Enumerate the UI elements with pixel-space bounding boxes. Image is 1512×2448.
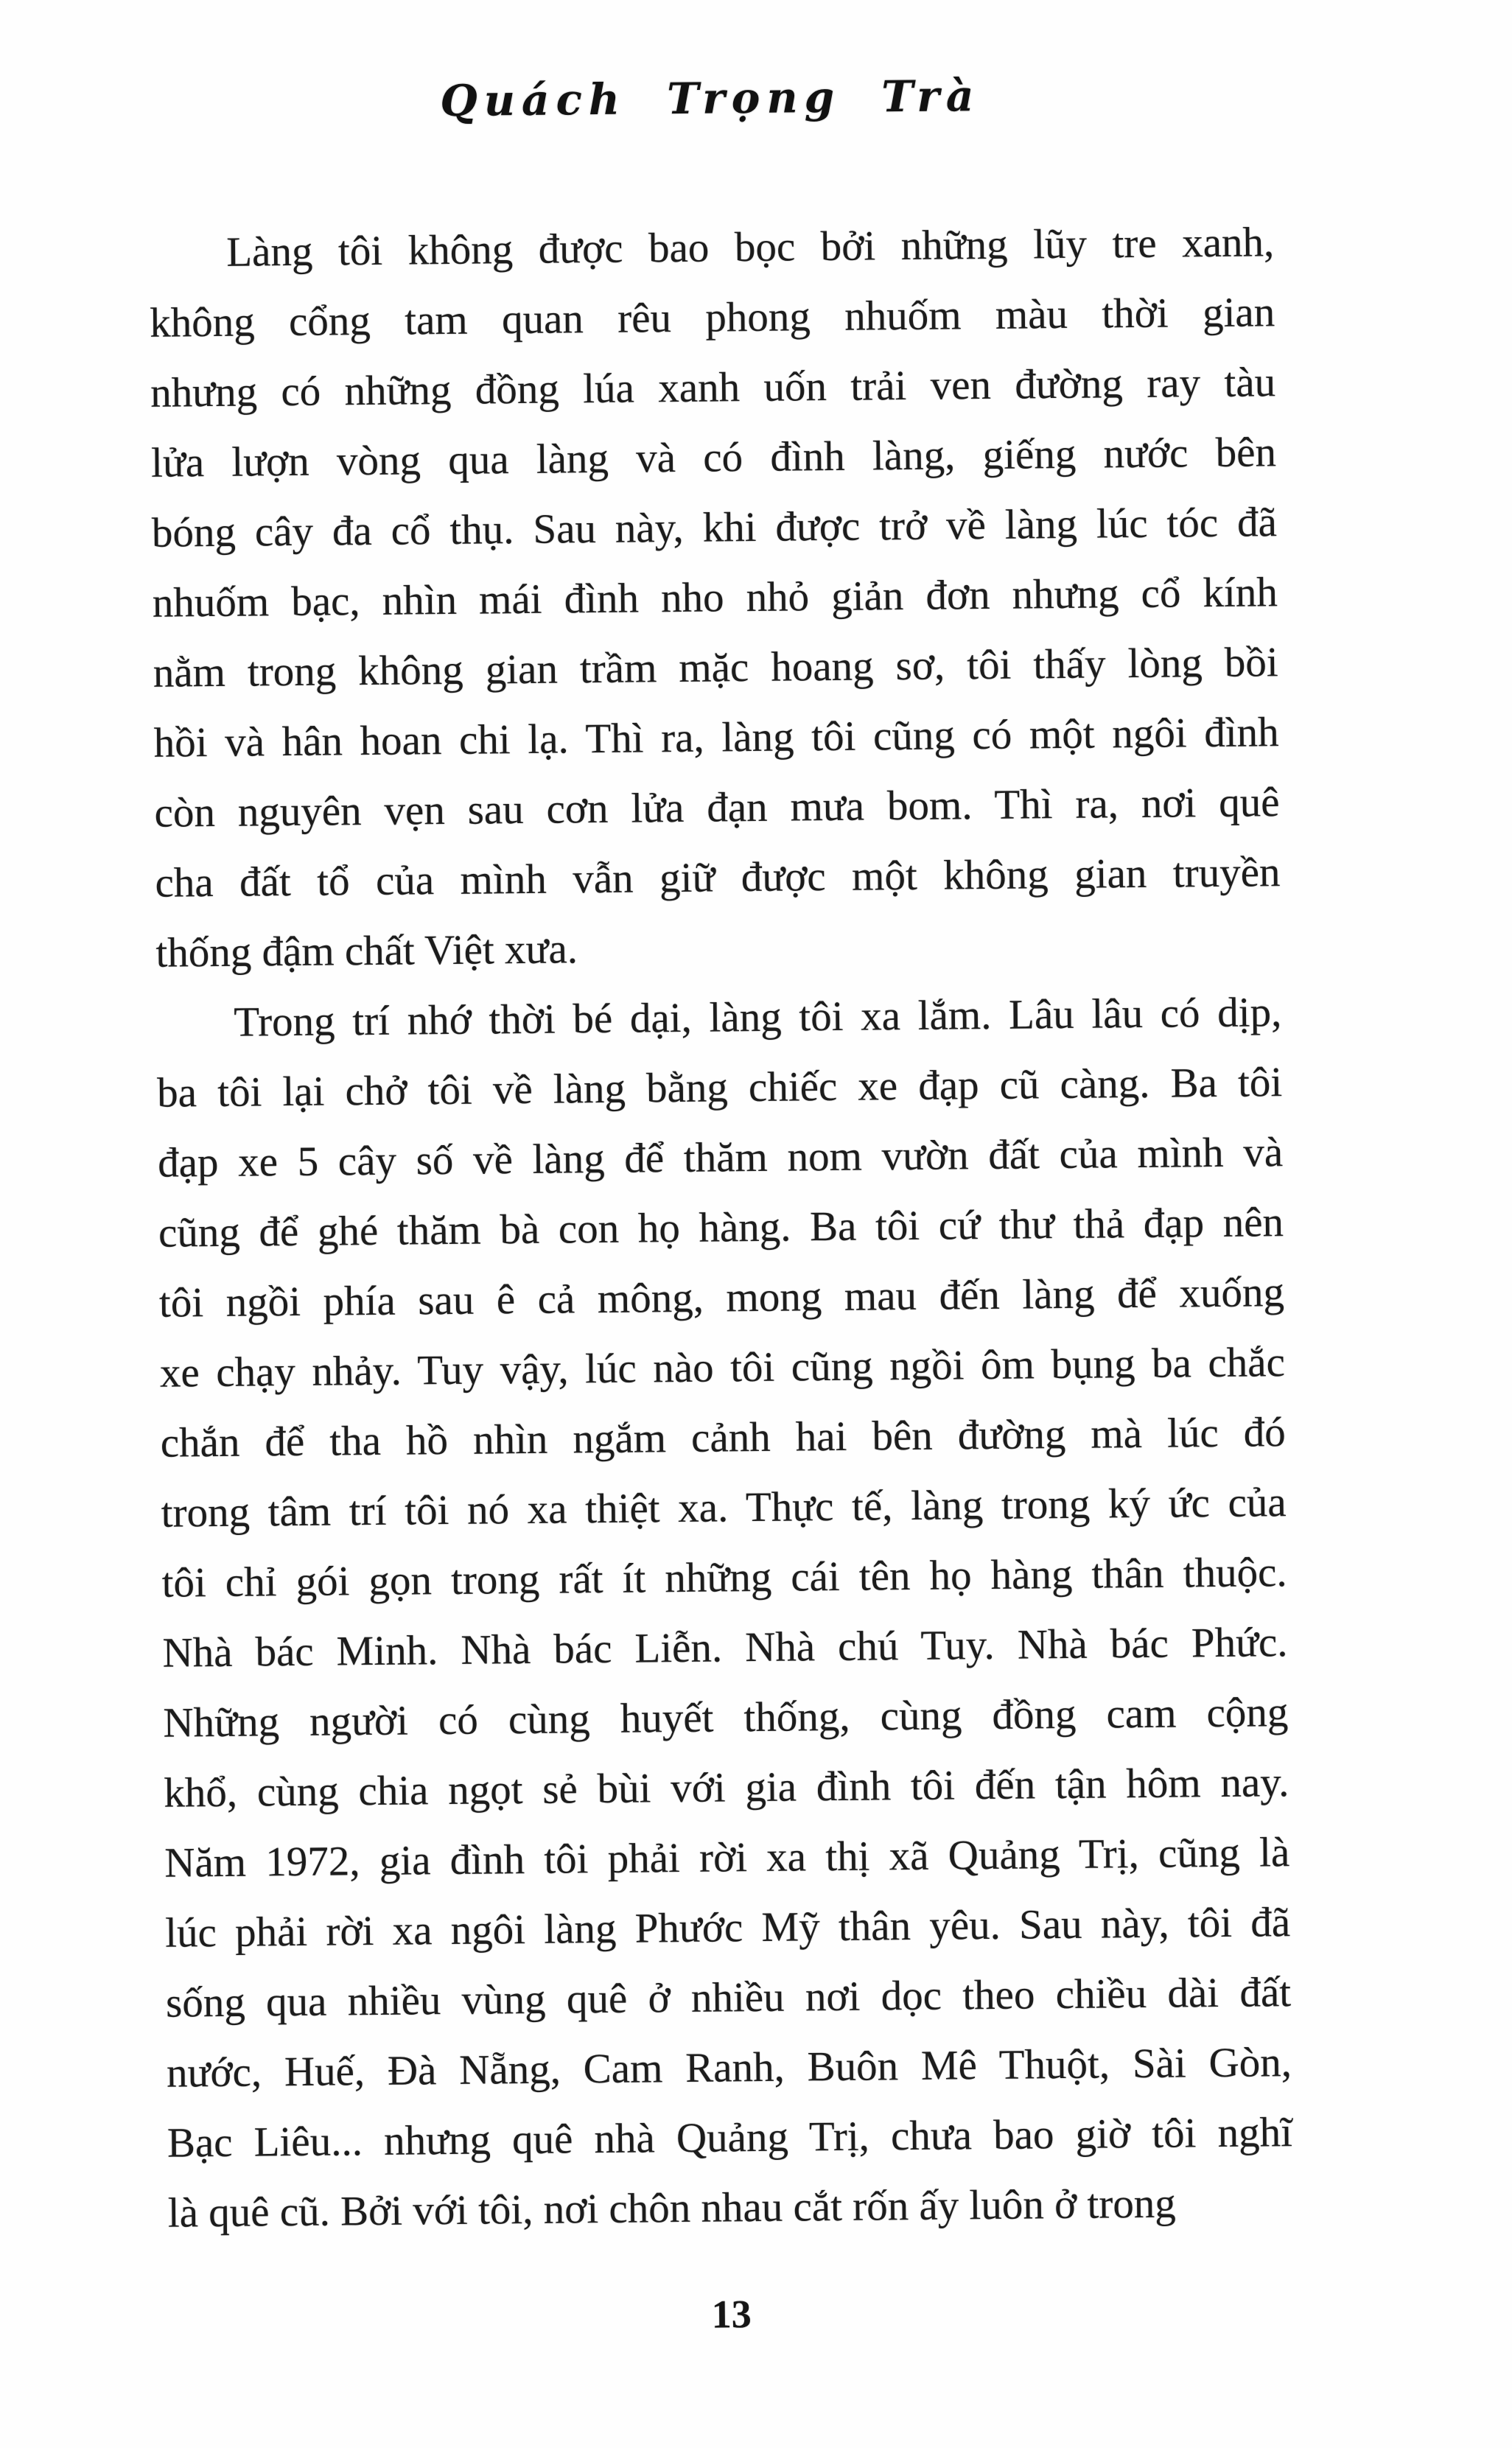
text-line: nằm trong không gian trầm mặc hoang sơ, tôi thấy lòng bồi	[153, 639, 1279, 696]
text-line: Bạc Liêu... nhưng quê nhà Quảng Trị, chưa bao giờ tôi nghĩ	[167, 2109, 1293, 2167]
text-line: chắn để tha hồ nhìn ngắm cảnh hai bên đường mà lúc đó	[160, 1409, 1287, 1466]
text-line: đạp xe 5 cây số về làng để thăm nom vườn đất của mình và	[157, 1129, 1284, 1186]
text-line: Những người có cùng huyết thống, cùng đồng cam cộng	[163, 1689, 1289, 1746]
text-line: tôi chỉ gói gọn trong rất ít những cái tên họ hàng thân thuộc.	[161, 1549, 1287, 1606]
author-running-head: Quách Trọng Trà	[439, 71, 981, 127]
text-line: nhuốm bạc, nhìn mái đình nho nhỏ giản đơn nhưng cổ kính	[152, 569, 1278, 626]
text-line: còn nguyên vẹn sau cơn lửa đạn mưa bom. Thì ra, nơi quê	[154, 779, 1280, 836]
text-line: cũng để ghé thăm bà con họ hàng. Ba tôi cứ thư thả đạp nên	[158, 1199, 1284, 1256]
text-line: Làng tôi không được bao bọc bởi những lũy tre xanh,	[226, 219, 1275, 276]
text-line: lúc phải rời xa ngôi làng Phước Mỹ thân yêu. Sau này, tôi đã	[164, 1899, 1291, 1956]
text-line: Nhà bác Minh. Nhà bác Liễn. Nhà chú Tuy. Nhà bác Phức.	[162, 1619, 1288, 1676]
text-line: Trong trí nhớ thời bé dại, làng tôi xa lắm. Lâu lâu có dịp,	[234, 989, 1282, 1046]
text-line: hồi và hân hoan chi lạ. Thì ra, làng tôi cũng có một ngôi đình	[153, 709, 1279, 766]
text-line: xe chạy nhảy. Tuy vậy, lúc nào tôi cũng ngồi ôm bụng ba chắc	[159, 1339, 1286, 1396]
text-line: tôi ngồi phía sau ê cả mông, mong mau đến làng để xuống	[158, 1269, 1285, 1326]
text-line: ba tôi lại chở tôi về làng bằng chiếc xe đạp cũ càng. Ba tôi	[156, 1059, 1283, 1116]
text-line: không cổng tam quan rêu phong nhuốm màu thời gian	[149, 289, 1275, 346]
text-line: cha đất tổ của mình vẫn giữ được một không gian truyền	[155, 849, 1281, 906]
text-line: bóng cây đa cổ thụ. Sau này, khi được trở về làng lúc tóc đã	[151, 499, 1278, 556]
text-line: trong tâm trí tôi nó xa thiệt xa. Thực tế, làng trong ký ức của	[161, 1479, 1287, 1536]
body-text	[149, 207, 1293, 2248]
text-line: thống đậm chất Việt xưa.	[155, 926, 578, 976]
text-line: nước, Huế, Đà Nẵng, Cam Ranh, Buôn Mê Thuột, Sài Gòn,	[166, 2039, 1292, 2096]
text-line: khổ, cùng chia ngọt sẻ bùi với gia đình tôi đến tận hôm nay.	[164, 1759, 1289, 1816]
text-line: lửa lượn vòng qua làng và có đình làng, giếng nước bên	[150, 429, 1277, 486]
text-line: nhưng có những đồng lúa xanh uốn trải ven đường ray tàu	[150, 359, 1276, 416]
text-line: Năm 1972, gia đình tôi phải rời xa thị xã Quảng Trị, cũng là	[164, 1829, 1290, 1886]
page-number: 13	[711, 2292, 752, 2337]
text-line: là quê cũ. Bởi với tôi, nơi chôn nhau cắt rốn ấy luôn ở trong	[167, 2180, 1177, 2237]
text-line: sống qua nhiều vùng quê ở nhiều nơi dọc theo chiều dài đất	[165, 1969, 1292, 2026]
